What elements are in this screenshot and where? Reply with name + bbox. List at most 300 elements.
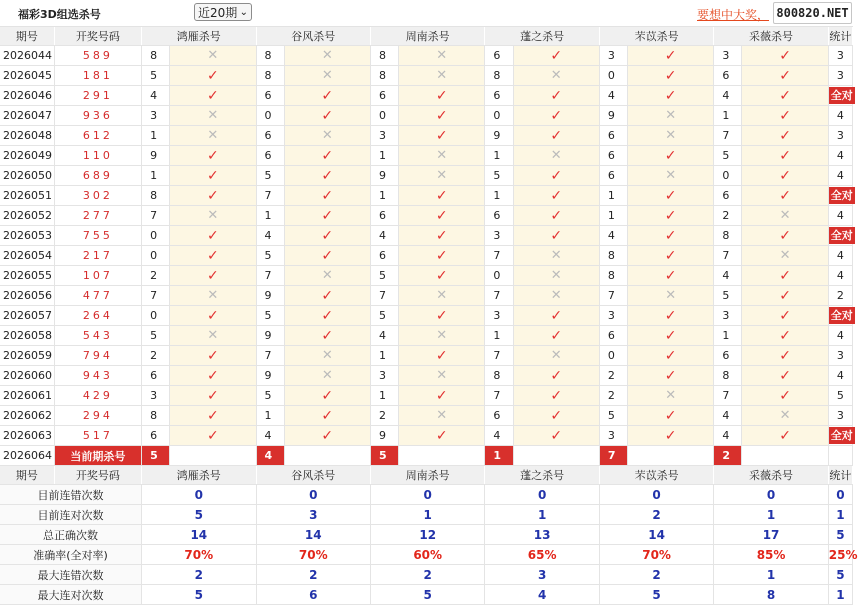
- table-row: [0, 66, 853, 86]
- period-select[interactable]: [194, 3, 252, 21]
- check-icon: ✓: [627, 326, 713, 346]
- stat-cell: 4: [828, 206, 852, 226]
- check-icon: ✓: [742, 186, 828, 206]
- check-icon: ✓: [627, 146, 713, 166]
- ad-link[interactable]: 要想中大奖，: [697, 8, 770, 22]
- kill-number: 7: [256, 266, 284, 286]
- draw-numbers: 264: [54, 306, 141, 326]
- cross-icon: ✕: [627, 286, 713, 306]
- kill-number: 6: [142, 426, 170, 446]
- check-icon: ✓: [513, 46, 599, 66]
- kill-number: 6: [599, 326, 627, 346]
- col-expert-2: 谷风杀号: [256, 466, 370, 485]
- check-icon: ✓: [627, 246, 713, 266]
- current-label: 当前期杀号: [54, 446, 141, 466]
- current-kill: 2: [714, 446, 742, 466]
- all-correct-badge: 全对: [830, 429, 853, 442]
- summary-row: [0, 565, 853, 585]
- check-icon: ✓: [284, 206, 370, 226]
- kill-number: 6: [714, 66, 742, 86]
- kill-number: 5: [714, 146, 742, 166]
- current-kill: 5: [142, 446, 170, 466]
- check-icon: ✓: [284, 406, 370, 426]
- check-icon: ✓: [742, 426, 828, 446]
- kill-number: 2: [142, 346, 170, 366]
- cross-icon: ✕: [399, 366, 485, 386]
- check-icon: ✓: [742, 166, 828, 186]
- kill-number: 9: [256, 326, 284, 346]
- check-icon: ✓: [170, 346, 256, 366]
- kill-number: 5: [142, 66, 170, 86]
- summary-value: 14: [142, 525, 256, 545]
- draw-numbers: 277: [54, 206, 141, 226]
- check-icon: ✓: [513, 86, 599, 106]
- check-icon: ✓: [399, 226, 485, 246]
- check-icon: ✓: [284, 286, 370, 306]
- issue-cell: 2026053: [0, 226, 54, 246]
- cross-icon: ✕: [284, 46, 370, 66]
- summary-row: [0, 485, 853, 505]
- current-kill: 4: [256, 446, 284, 466]
- summary-value: 13: [485, 525, 599, 545]
- check-icon: ✓: [513, 166, 599, 186]
- all-correct-badge: 全对: [830, 89, 853, 102]
- current-issue: 2026064: [0, 446, 54, 466]
- summary-stat: 0: [828, 485, 852, 505]
- table-row: [0, 126, 853, 146]
- table-row: [0, 166, 853, 186]
- draw-numbers: 612: [54, 126, 141, 146]
- kill-number: 6: [370, 246, 398, 266]
- issue-cell: 2026045: [0, 66, 54, 86]
- kill-number: 0: [485, 106, 513, 126]
- summary-label: 总正确次数: [0, 525, 142, 545]
- table-row: [0, 326, 853, 346]
- summary-value: 70%: [599, 545, 713, 565]
- col-numbers: 开奖号码: [54, 466, 141, 485]
- table-row: [0, 346, 853, 366]
- cross-icon: ✕: [627, 386, 713, 406]
- cross-icon: ✕: [627, 166, 713, 186]
- kill-number: 1: [599, 186, 627, 206]
- check-icon: ✓: [399, 306, 485, 326]
- check-icon: ✓: [284, 426, 370, 446]
- kill-number: 1: [370, 346, 398, 366]
- cross-icon: ✕: [170, 46, 256, 66]
- issue-cell: 2026046: [0, 86, 54, 106]
- kill-number: 8: [142, 186, 170, 206]
- kill-number: 1: [256, 206, 284, 226]
- kill-number: 1: [370, 146, 398, 166]
- issue-cell: 2026062: [0, 406, 54, 426]
- kill-number: 5: [370, 266, 398, 286]
- check-icon: ✓: [399, 186, 485, 206]
- kill-number: 1: [370, 386, 398, 406]
- kill-number: 7: [370, 286, 398, 306]
- check-icon: ✓: [399, 106, 485, 126]
- period-select-value: 近20期: [198, 6, 238, 20]
- check-icon: ✓: [284, 146, 370, 166]
- check-icon: ✓: [170, 66, 256, 86]
- issue-cell: 2026055: [0, 266, 54, 286]
- cross-icon: ✕: [513, 246, 599, 266]
- summary-value: 2: [142, 565, 256, 585]
- summary-value: 1: [485, 505, 599, 525]
- kill-number: 6: [485, 86, 513, 106]
- stat-cell: 3: [828, 66, 852, 86]
- summary-value: 65%: [485, 545, 599, 565]
- kill-number: 6: [370, 206, 398, 226]
- check-icon: ✓: [284, 106, 370, 126]
- issue-cell: 2026054: [0, 246, 54, 266]
- kill-number: 4: [714, 426, 742, 446]
- check-icon: ✓: [513, 326, 599, 346]
- kill-number: 6: [485, 406, 513, 426]
- cross-icon: ✕: [284, 66, 370, 86]
- summary-value: 5: [370, 585, 484, 605]
- kill-number: 1: [599, 206, 627, 226]
- kill-number: 1: [142, 166, 170, 186]
- summary-value: 5: [142, 505, 256, 525]
- check-icon: ✓: [513, 386, 599, 406]
- draw-numbers: 302: [54, 186, 141, 206]
- kill-number: 3: [714, 306, 742, 326]
- kill-number: 9: [485, 126, 513, 146]
- kill-number: 0: [142, 226, 170, 246]
- stat-cell: 4: [828, 166, 852, 186]
- check-icon: ✓: [627, 86, 713, 106]
- kill-number: 1: [256, 406, 284, 426]
- summary-value: 14: [256, 525, 370, 545]
- cross-icon: ✕: [170, 286, 256, 306]
- kill-number: 7: [485, 246, 513, 266]
- kill-number: 4: [599, 86, 627, 106]
- table-row: [0, 426, 853, 446]
- kill-number: 1: [370, 186, 398, 206]
- cross-icon: ✕: [742, 406, 828, 426]
- draw-numbers: 517: [54, 426, 141, 446]
- col-expert-6: 采薇杀号: [714, 27, 828, 46]
- kill-number: 8: [256, 66, 284, 86]
- stat-cell: 5: [828, 386, 852, 406]
- cross-icon: ✕: [284, 366, 370, 386]
- issue-cell: 2026050: [0, 166, 54, 186]
- kill-number: 6: [256, 146, 284, 166]
- summary-stat: 1: [828, 585, 852, 605]
- table-row: [0, 186, 853, 206]
- col-expert-3: 周南杀号: [370, 27, 484, 46]
- table-row: [0, 46, 853, 66]
- table-row: [0, 246, 853, 266]
- draw-numbers: 110: [54, 146, 141, 166]
- col-expert-1: 鸿雁杀号: [142, 27, 256, 46]
- kill-number: 7: [256, 186, 284, 206]
- kill-number: 2: [370, 406, 398, 426]
- summary-label: 最大连对次数: [0, 585, 142, 605]
- kill-number: 0: [714, 166, 742, 186]
- summary-value: 1: [370, 505, 484, 525]
- check-icon: ✓: [513, 126, 599, 146]
- check-icon: ✓: [399, 386, 485, 406]
- kill-number: 2: [599, 386, 627, 406]
- col-expert-5: 芣苡杀号: [599, 466, 713, 485]
- current-kill: 1: [485, 446, 513, 466]
- kill-number: 0: [485, 266, 513, 286]
- cross-icon: ✕: [399, 406, 485, 426]
- summary-row: [0, 505, 853, 525]
- summary-value: 85%: [714, 545, 828, 565]
- check-icon: ✓: [399, 206, 485, 226]
- summary-value: 60%: [370, 545, 484, 565]
- kill-number: 8: [599, 266, 627, 286]
- kill-number: 6: [485, 206, 513, 226]
- summary-label: 目前连错次数: [0, 485, 142, 505]
- check-icon: ✓: [627, 426, 713, 446]
- check-icon: ✓: [742, 306, 828, 326]
- draw-numbers: 794: [54, 346, 141, 366]
- draw-numbers: 107: [54, 266, 141, 286]
- table-row: [0, 146, 853, 166]
- kill-number: 4: [256, 426, 284, 446]
- kill-number: 4: [714, 86, 742, 106]
- summary-stat: 1: [828, 505, 852, 525]
- kill-number: 3: [599, 306, 627, 326]
- check-icon: ✓: [627, 186, 713, 206]
- summary-label: 准确率(全对率): [0, 545, 142, 565]
- kill-number: 1: [485, 326, 513, 346]
- summary-value: 6: [256, 585, 370, 605]
- kill-number: 4: [142, 86, 170, 106]
- summary-value: 12: [370, 525, 484, 545]
- stat-cell: 4: [828, 246, 852, 266]
- stat-cell: 3: [828, 126, 852, 146]
- kill-number: 2: [142, 266, 170, 286]
- stat-cell: 4: [828, 326, 852, 346]
- stat-cell: 4: [828, 266, 852, 286]
- stat-cell: 3: [828, 46, 852, 66]
- draw-numbers: 543: [54, 326, 141, 346]
- check-icon: ✓: [170, 366, 256, 386]
- check-icon: ✓: [170, 306, 256, 326]
- stat-cell: 4: [828, 146, 852, 166]
- stat-cell: 4: [828, 366, 852, 386]
- cross-icon: ✕: [399, 146, 485, 166]
- check-icon: ✓: [284, 326, 370, 346]
- cross-icon: ✕: [513, 66, 599, 86]
- cross-icon: ✕: [513, 146, 599, 166]
- check-icon: ✓: [284, 186, 370, 206]
- issue-cell: 2026061: [0, 386, 54, 406]
- kill-number: 6: [599, 166, 627, 186]
- kill-number: 3: [142, 386, 170, 406]
- check-icon: ✓: [742, 66, 828, 86]
- col-expert-2: 谷风杀号: [256, 27, 370, 46]
- kill-number: 4: [370, 326, 398, 346]
- check-icon: ✓: [513, 226, 599, 246]
- summary-value: 2: [599, 505, 713, 525]
- kill-number: 3: [142, 106, 170, 126]
- kill-number: 7: [256, 346, 284, 366]
- table-row: [0, 286, 853, 306]
- cross-icon: ✕: [627, 106, 713, 126]
- issue-cell: 2026063: [0, 426, 54, 446]
- check-icon: ✓: [627, 406, 713, 426]
- current-row: [0, 446, 853, 466]
- kill-number: 0: [142, 306, 170, 326]
- summary-body: [0, 485, 858, 605]
- kill-number: 6: [256, 86, 284, 106]
- kill-number: 4: [714, 266, 742, 286]
- kill-number: 6: [714, 346, 742, 366]
- kill-number: 1: [485, 146, 513, 166]
- summary-value: 1: [714, 565, 828, 585]
- check-icon: ✓: [513, 106, 599, 126]
- kill-number: 7: [714, 126, 742, 146]
- cross-icon: ✕: [399, 286, 485, 306]
- kill-number: 8: [142, 406, 170, 426]
- check-icon: ✓: [399, 86, 485, 106]
- kill-number: 4: [714, 406, 742, 426]
- summary-stat: 5: [828, 565, 852, 585]
- stat-cell: 3: [828, 346, 852, 366]
- table-row: [0, 106, 853, 126]
- summary-value: 70%: [142, 545, 256, 565]
- cross-icon: ✕: [513, 286, 599, 306]
- summary-stat: 5: [828, 525, 852, 545]
- col-expert-5: 芣苡杀号: [599, 27, 713, 46]
- check-icon: ✓: [284, 86, 370, 106]
- site-badge[interactable]: 800820.NET: [773, 2, 852, 24]
- kill-number: 5: [599, 406, 627, 426]
- issue-cell: 2026058: [0, 326, 54, 346]
- check-icon: ✓: [742, 126, 828, 146]
- check-icon: ✓: [513, 306, 599, 326]
- stat-cell: 2: [828, 286, 852, 306]
- kill-number: 6: [142, 366, 170, 386]
- footer-header-row: [0, 466, 853, 485]
- summary-value: 0: [370, 485, 484, 505]
- current-kill: 7: [599, 446, 627, 466]
- summary-value: 1: [714, 505, 828, 525]
- table-row: [0, 206, 853, 226]
- kill-number: 3: [370, 126, 398, 146]
- col-expert-4: 蓬之杀号: [485, 466, 599, 485]
- kill-number: 7: [485, 286, 513, 306]
- summary-row: [0, 545, 853, 565]
- cross-icon: ✕: [627, 126, 713, 146]
- summary-value: 2: [599, 565, 713, 585]
- summary-value: 3: [485, 565, 599, 585]
- summary-value: 0: [714, 485, 828, 505]
- col-expert-3: 周南杀号: [370, 466, 484, 485]
- check-icon: ✓: [742, 106, 828, 126]
- kill-number: 2: [599, 366, 627, 386]
- summary-label: 最大连错次数: [0, 565, 142, 585]
- kill-number: 9: [256, 286, 284, 306]
- check-icon: ✓: [627, 66, 713, 86]
- check-icon: ✓: [742, 46, 828, 66]
- kill-number: 4: [599, 226, 627, 246]
- table-row: [0, 226, 853, 246]
- check-icon: ✓: [284, 166, 370, 186]
- kill-number: 5: [370, 306, 398, 326]
- kill-number: 5: [256, 166, 284, 186]
- check-icon: ✓: [284, 306, 370, 326]
- issue-cell: 2026047: [0, 106, 54, 126]
- cross-icon: ✕: [399, 166, 485, 186]
- kill-number: 7: [142, 206, 170, 226]
- check-icon: ✓: [399, 426, 485, 446]
- cross-icon: ✕: [513, 346, 599, 366]
- kill-number: 9: [142, 146, 170, 166]
- col-issue: 期号: [0, 27, 54, 46]
- draw-numbers: 943: [54, 366, 141, 386]
- kill-number: 9: [256, 366, 284, 386]
- draw-numbers: 589: [54, 46, 141, 66]
- check-icon: ✓: [399, 126, 485, 146]
- col-issue: 期号: [0, 466, 54, 485]
- kill-number: 0: [256, 106, 284, 126]
- cross-icon: ✕: [284, 346, 370, 366]
- stat-cell: 3: [828, 406, 852, 426]
- summary-value: 2: [256, 565, 370, 585]
- check-icon: ✓: [513, 406, 599, 426]
- kill-number: 3: [599, 46, 627, 66]
- top-bar: [0, 0, 853, 27]
- check-icon: ✓: [627, 206, 713, 226]
- check-icon: ✓: [742, 286, 828, 306]
- table-row: [0, 266, 853, 286]
- summary-value: 0: [256, 485, 370, 505]
- kill-number: 3: [485, 226, 513, 246]
- summary-value: 70%: [256, 545, 370, 565]
- cross-icon: ✕: [170, 206, 256, 226]
- kill-number: 5: [256, 306, 284, 326]
- table-row: [0, 366, 853, 386]
- cross-icon: ✕: [284, 266, 370, 286]
- cross-icon: ✕: [170, 326, 256, 346]
- issue-cell: 2026051: [0, 186, 54, 206]
- kill-number: 0: [599, 346, 627, 366]
- table-row: [0, 406, 853, 426]
- issue-cell: 2026060: [0, 366, 54, 386]
- kill-number: 4: [485, 426, 513, 446]
- current-kill: 5: [370, 446, 398, 466]
- kill-number: 8: [370, 46, 398, 66]
- check-icon: ✓: [742, 226, 828, 246]
- summary-value: 4: [485, 585, 599, 605]
- summary-value: 0: [142, 485, 256, 505]
- kill-number: 2: [714, 206, 742, 226]
- check-icon: ✓: [742, 266, 828, 286]
- kill-number: 9: [370, 426, 398, 446]
- header-row: [0, 27, 853, 46]
- summary-label: 目前连对次数: [0, 505, 142, 525]
- check-icon: ✓: [627, 266, 713, 286]
- kill-number: 6: [485, 46, 513, 66]
- kill-number: 7: [599, 286, 627, 306]
- issue-cell: 2026048: [0, 126, 54, 146]
- summary-stat: 25%: [828, 545, 852, 565]
- table-row: [0, 386, 853, 406]
- cross-icon: ✕: [170, 126, 256, 146]
- kill-number: 5: [142, 326, 170, 346]
- kill-number: 6: [370, 86, 398, 106]
- summary-value: 17: [714, 525, 828, 545]
- check-icon: ✓: [742, 386, 828, 406]
- results-body: [0, 46, 853, 446]
- kill-number: 6: [599, 126, 627, 146]
